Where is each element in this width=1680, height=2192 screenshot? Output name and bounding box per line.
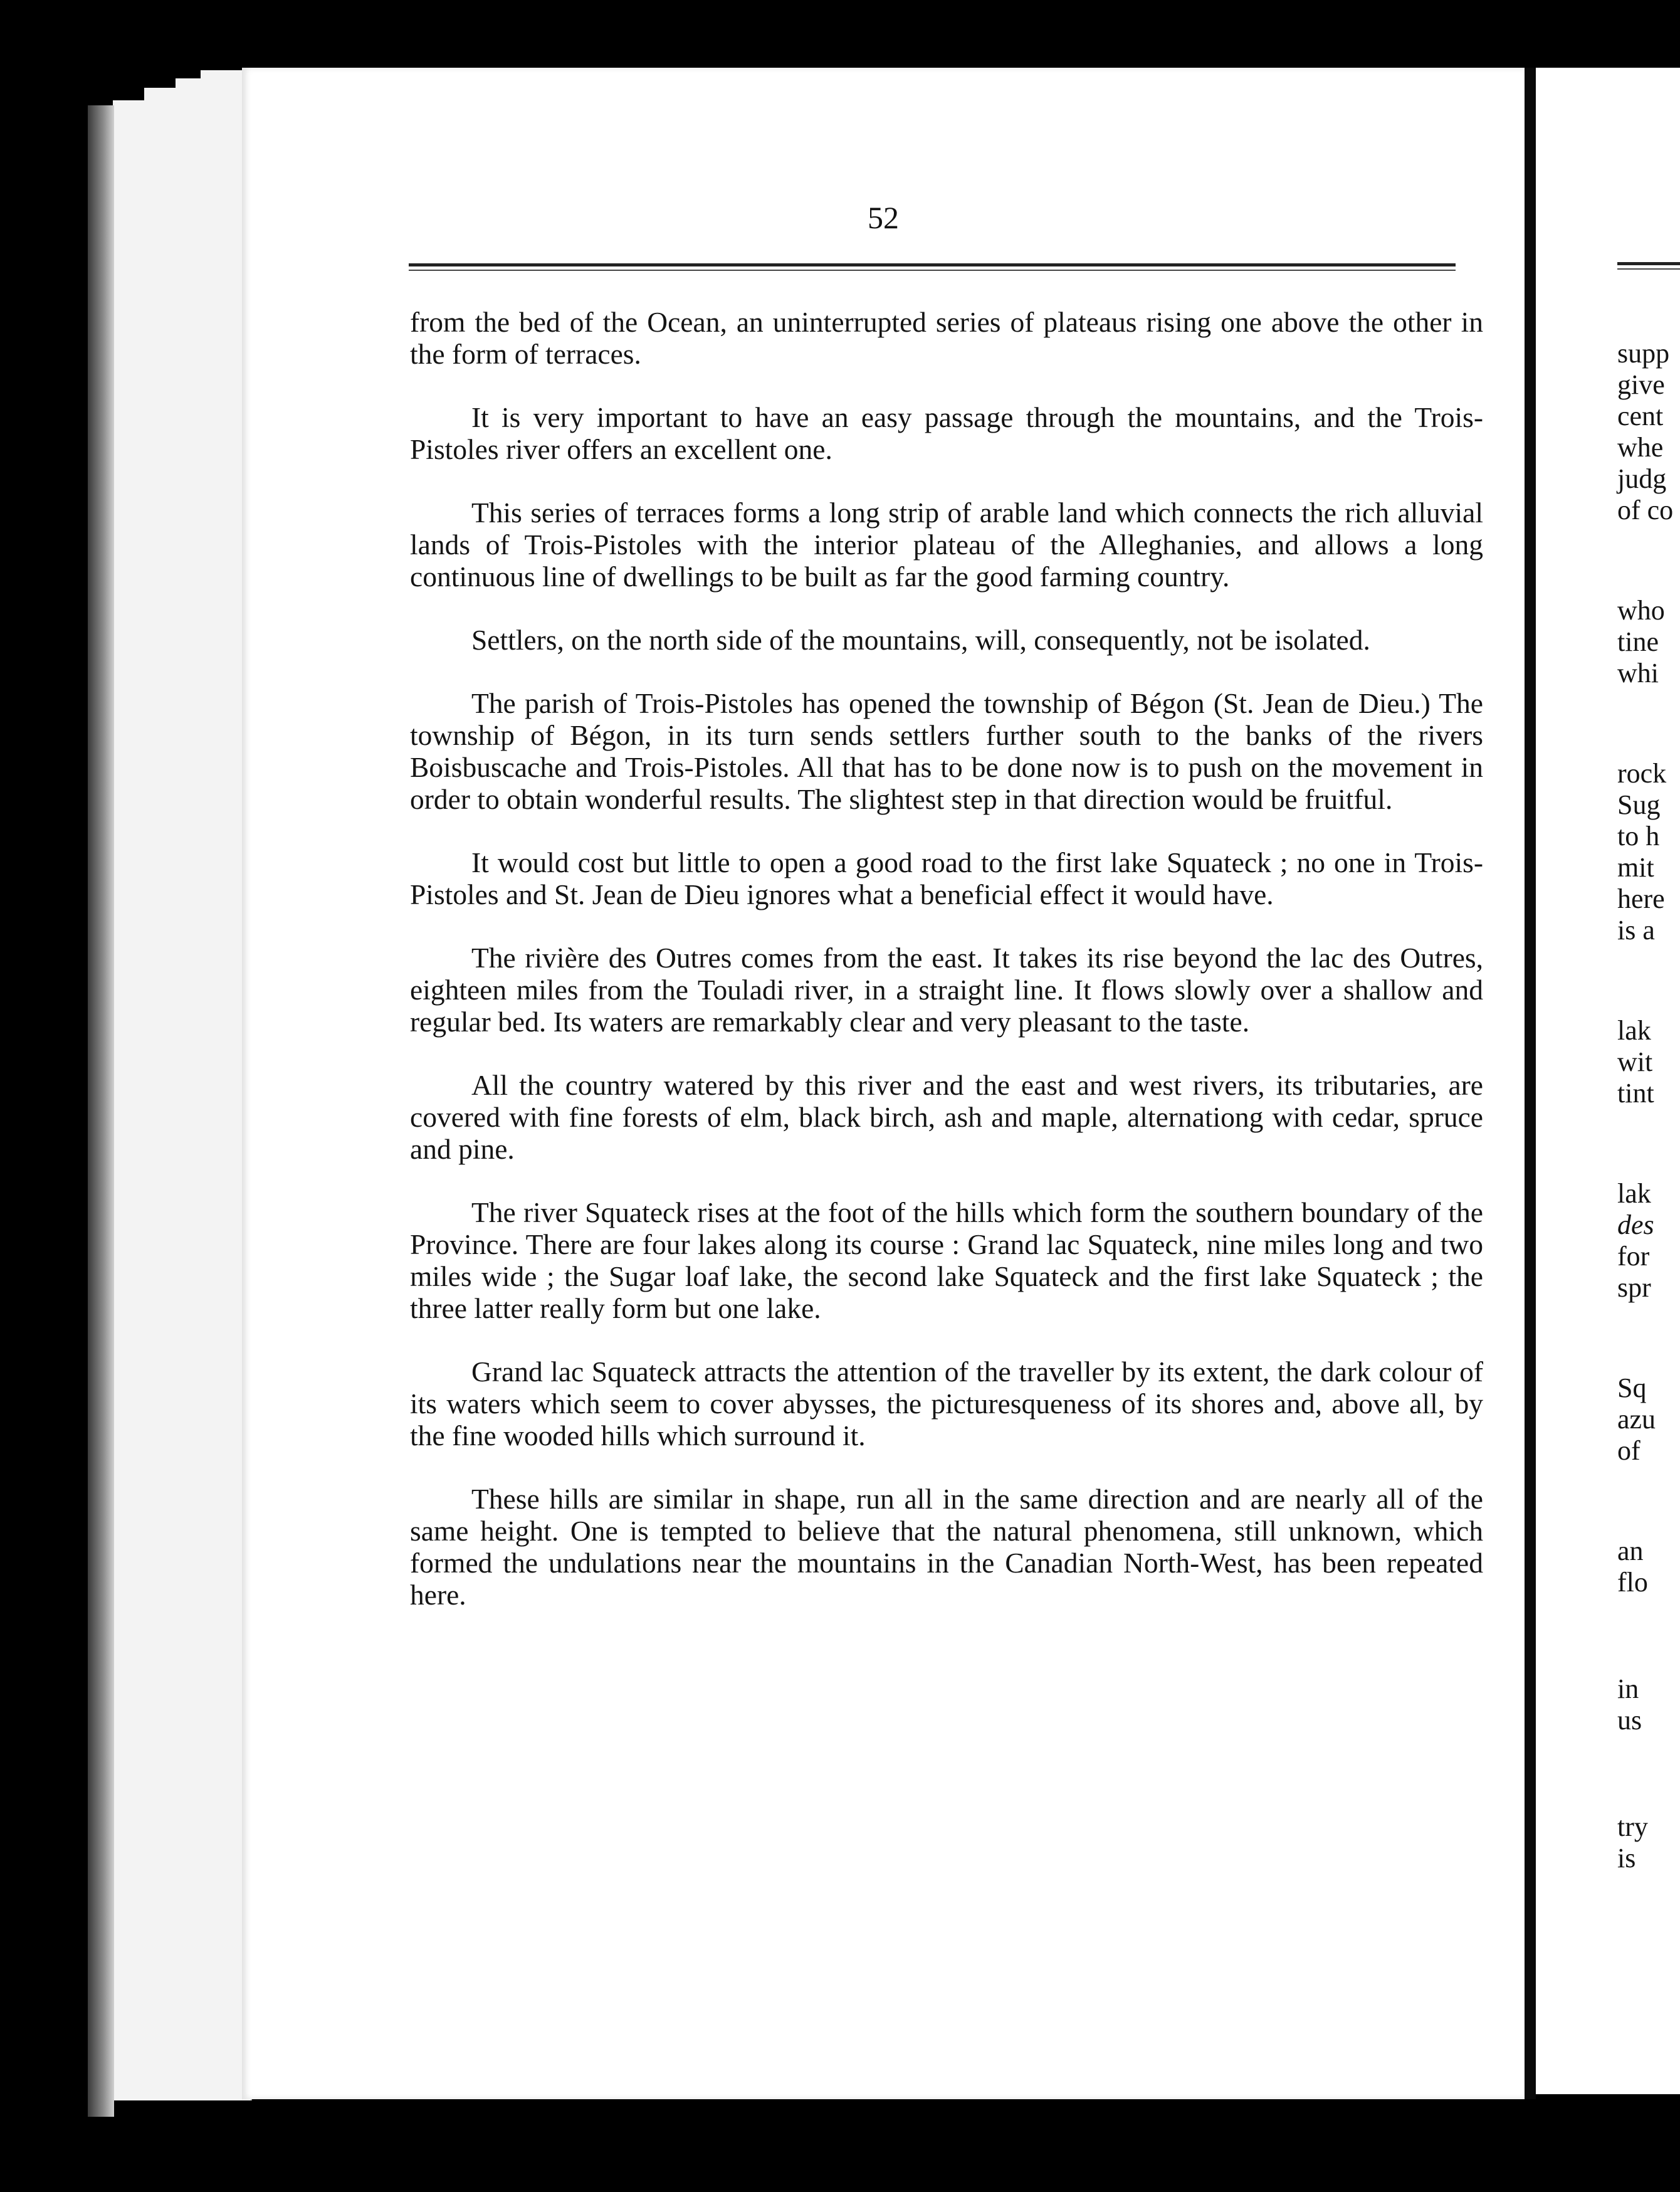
fragment: flo [1617, 1567, 1648, 1598]
paragraph-11: These hills are similar in shape, run all in the same direction and are nearly all of the same height. One is tempted to believe that the natural phenomena, still unknown, which formed the undulations near the mountains in the Canadian North-West, has been repeated here. [410, 1483, 1483, 1611]
fragment: is [1617, 1843, 1636, 1873]
paragraph-4: Settlers, on the north side of the mountains, will, consequently, not be isolated. [471, 624, 1370, 656]
fragment: wit [1617, 1046, 1653, 1077]
paragraph-3: This series of terraces forms a long strip of arable land which connects the rich alluvial lands of Trois-Pistoles with the interior plateau of the Alleghanies, and allows a long continuous line of dwellings to be built as far the good farming country. [410, 497, 1483, 593]
fragment: to h [1617, 821, 1660, 851]
fragment: whe [1617, 432, 1664, 463]
paragraph-1: from the bed of the Ocean, an uninterrupted series of plateaus rising one above the other in the form of terraces. [410, 306, 1483, 370]
fragment: try [1617, 1811, 1648, 1842]
fragment: us [1617, 1705, 1642, 1736]
book-spine [88, 105, 114, 2117]
fragment: for [1617, 1241, 1650, 1272]
header-rule [409, 263, 1456, 271]
fragment: rock [1617, 758, 1667, 789]
fragment: mit [1617, 852, 1654, 883]
paragraph-9: The river Squateck rises at the foot of the hills which form the southern boundary of the Province. There are four lakes along its course : Grand lac Squateck, nine miles long and two miles wide ; the Sugar loaf lake, the second lake Squateck and the first lake Squateck ; the three latter really form but one lake. [410, 1196, 1483, 1324]
fragment: Sq [1617, 1373, 1647, 1403]
fragment: tint [1617, 1078, 1654, 1109]
book-page-left [242, 68, 1525, 2099]
fragment: in [1617, 1673, 1639, 1704]
fragment: azu [1617, 1404, 1656, 1435]
paragraph-5: The parish of Trois-Pistoles has opened the township of Bégon (St. Jean de Dieu.) The township of Bégon, in its turn sends settlers further south to the banks of the rivers Boisbuscache and Trois-Pistoles. All that has to be done now is to push on the movement in order to obtain wonderful results. The slightest step in that direction would be fruitful. [410, 687, 1483, 815]
paragraph-2: It is very important to have an easy passage through the mountains, and the Trois-Pistoles river offers an excellent one. [410, 401, 1483, 465]
page-number: 52 [868, 200, 899, 235]
fragment: spr [1617, 1272, 1651, 1303]
fragment: of [1617, 1435, 1641, 1466]
book-page-right [1536, 68, 1680, 2094]
fragment: cent [1617, 401, 1664, 431]
fragment: of co [1617, 495, 1674, 525]
fragment: give [1617, 369, 1665, 400]
fragment: is a [1617, 915, 1655, 946]
fragment: here [1617, 883, 1665, 914]
fragment: lak [1617, 1015, 1651, 1046]
paragraph-7: The rivière des Outres comes from the east. It takes its rise beyond the lac des Outres, eighteen miles from the Touladi river, in a straight line. It flows slowly over a shallow and regular bed. Its waters are remarkably clear and very pleasant to the taste. [410, 942, 1483, 1038]
right-header-rule [1617, 262, 1680, 270]
page-gutter [1525, 68, 1536, 2099]
fragment: lak [1617, 1178, 1651, 1209]
fragment: tine [1617, 626, 1659, 657]
body-text [410, 306, 1483, 1642]
paragraph-10: Grand lac Squateck attracts the attention of the traveller by its extent, the dark colour of its waters which seem to cover abysses, the picturesqueness of its shores and, above all, by the fine wooded hills which surround it. [410, 1356, 1483, 1452]
fragment: who [1617, 595, 1665, 626]
fragment: des [1617, 1209, 1654, 1240]
fragment: Sug [1617, 789, 1661, 820]
fragment: whi [1617, 658, 1659, 688]
fragment: supp [1617, 338, 1670, 369]
paragraph-8: All the country watered by this river and the east and west rivers, its tributaries, are covered with fine forests of elm, black birch, ash and maple, alternationg with cedar, spruce and pine. [410, 1069, 1483, 1165]
fragment: an [1617, 1536, 1644, 1566]
fragment: judg [1617, 463, 1667, 494]
paragraph-6: It would cost but little to open a good road to the first lake Squateck ; no one in Trois-Pistoles and St. Jean de Dieu ignores what a beneficial effect it would have. [410, 846, 1483, 910]
